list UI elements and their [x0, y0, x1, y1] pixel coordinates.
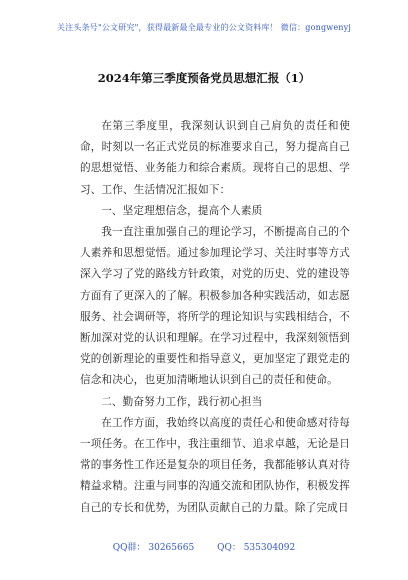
qq-number: QQ： 535304092: [217, 543, 296, 553]
qq-group-number: QQ群： 30265665: [112, 543, 195, 553]
document-title: 2024年第三季度预备党员思想汇报（1）: [97, 71, 311, 85]
document-body: [80, 116, 350, 519]
section-heading-1: 一、坚定理想信念，提高个人素质: [101, 204, 263, 217]
section-1-paragraph: 我一直注重加强自己的理论学习，不断提高自己的个人素养和思想觉悟。通过参加理论学习、关注时事等方式深入学习了党的路线方针政策，对党的历史、党的建设等方面有了更深入的了解。积极参加各种实践活动，如志愿服务、社会调研等，将所学的理论知识与实践相结合，不断加深对党的认识和理解。在学习过程中，我深刻领悟到党的创新理论的重要性和指导意义，更加坚定了跟党走的信念和决心，也更加清晰地认识到自己的责任和使命。: [80, 226, 350, 387]
contact-footer: [0, 540, 408, 553]
section-heading-2: 二、勤奋努力工作，践行初心担当: [101, 395, 263, 408]
promo-banner: 关注头条号"公文研究"，获得最新最全最专业的公文资料库！ 微信：gongwenyj: [56, 23, 352, 32]
section-2-paragraph: 在工作方面，我始终以高度的责任心和使命感对待每一项任务。在工作中，我注重细节、追求卓越，无论是日常的事务性工作还是复杂的项目任务，我都能够认真对待精益求精。注重与同事的沟通交流和团队协作，积极发挥自己的专长和优势，为团队贡献自己的力量。除了完成日: [80, 416, 350, 514]
intro-paragraph: 在第三季度里，我深刻认识到自己肩负的责任和使命，时刻以一名正式党员的标准要求自己，努力提高自己的思想觉悟、业务能力和综合素质。现将自己的思想、学习、工作、生活情况汇报如下：: [80, 120, 350, 196]
